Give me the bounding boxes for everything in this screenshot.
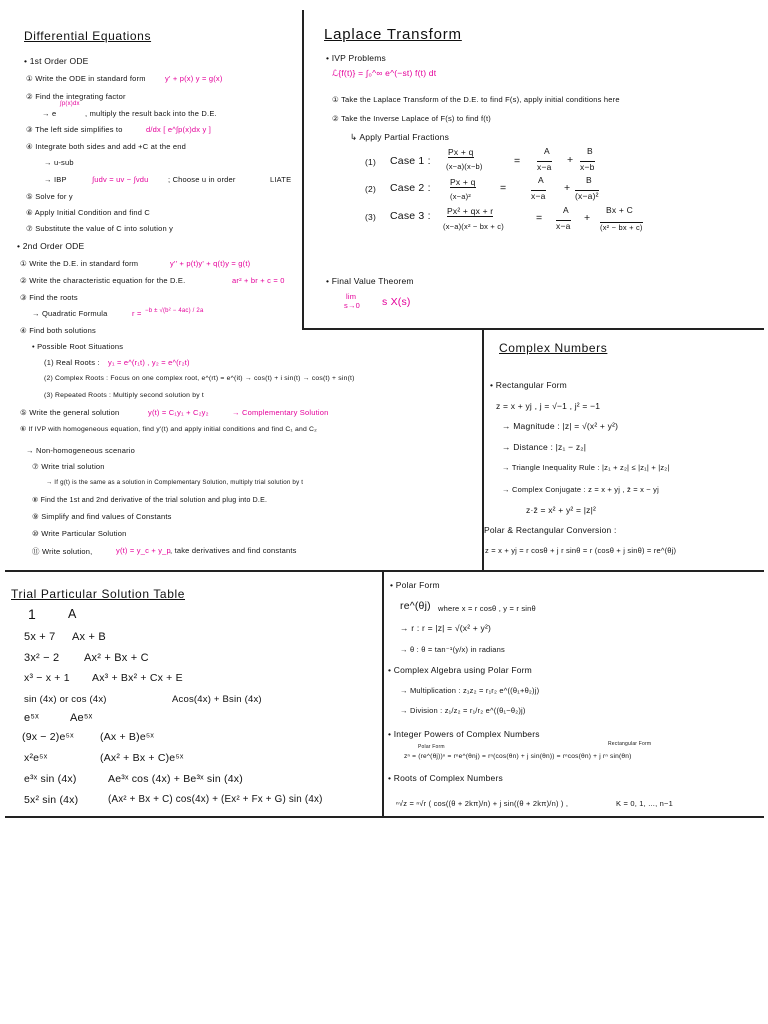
trial-g-7: (9x − 2)e⁵ˣ (22, 731, 74, 743)
case-2-equals: = (500, 182, 507, 194)
case-1-a-den: x−a (537, 162, 552, 172)
magnitude: → Magnitude : |z| = √(x² + y²) (502, 421, 619, 431)
case-1-name: Case 1 : (390, 155, 431, 167)
divider-laplace-bottom (302, 328, 764, 330)
so-complex: (2) Complex Roots : Focus on one complex root, e^(rt) = e^(it) → cos(t) + i sin(t) → cos(t) + sin(t) (44, 375, 355, 382)
trial-yp-10: (Ax² + Bx + C) cos(4x) + (Ex² + Fx + G) sin (4x) (108, 794, 323, 805)
trial-yp-1: A (68, 607, 77, 621)
so-step-7: ⑦ Write trial solution (32, 462, 105, 471)
complex-conjugate: → Complex Conjugate : z = x + yj , z̄ = x − yj (502, 485, 659, 494)
case-1-b-num: B (587, 146, 593, 156)
case-2-name: Case 2 : (390, 182, 431, 194)
integer-powers-rect-note: Rectangular Form (608, 741, 652, 747)
second-order-heading: • 2nd Order ODE (17, 241, 85, 251)
divider-middle (5, 570, 764, 572)
case-1-a-num: A (544, 146, 550, 156)
polar-algebra: • Complex Algebra using Polar Form (388, 665, 532, 675)
so-step-5: ⑤ Write the general solution (20, 408, 120, 417)
so-r: r = (132, 309, 142, 318)
case-3-plus: + (584, 212, 591, 224)
trial-yp-7: (Ax + B)e⁵ˣ (100, 731, 155, 743)
so-step-3: ③ Find the roots (20, 293, 78, 302)
so-step-11: ⑪ Write solution, (32, 547, 93, 556)
polar-rect-conversion: Polar & Rectangular Conversion : (484, 525, 617, 535)
case-3-a-num: A (563, 205, 569, 215)
so-step-2: ② Write the characteristic equation for the D.E. (20, 276, 186, 285)
so-step-7-note: → If g(t) is the same as a solution in Complementary Solution, multiply trial solution by t (46, 479, 304, 486)
distance: → Distance : |z₁ − z₂| (502, 442, 587, 452)
conversion-formula: z = x + yj = r cosθ + j r sinθ = r (cosθ + j sinθ) = re^(θj) (485, 546, 677, 555)
trial-yp-9: Ae³ˣ cos (4x) + Be³ˣ sin (4x) (108, 773, 243, 785)
so-step-2-formula: ar² + br + c = 0 (232, 276, 285, 285)
so-quadratic-formula: −b ± √(b² − 4ac) / 2a (145, 308, 204, 314)
trial-g-3: 3x² − 2 (24, 652, 60, 664)
divider-trial-polar (382, 570, 384, 816)
case-3-denominator: (x−a)(x² − bx + c) (443, 222, 504, 231)
trial-yp-3: Ax² + Bx + C (84, 652, 149, 664)
trial-yp-4: Ax³ + Bx² + Cx + E (92, 672, 183, 684)
case-3-a-den: x−a (556, 221, 571, 231)
laplace-definition: ℒ{f(t)} = ∫₀^∞ e^(−st) f(t) dt (332, 68, 437, 78)
case-3-name: Case 3 : (390, 210, 431, 222)
case-3-equals: = (536, 212, 543, 224)
z-times-conjugate: z·z̄ = x² + y² = |z|² (526, 505, 597, 515)
fo-step-6: ⑥ Apply Initial Condition and find C (26, 208, 150, 217)
case-1-denominator: (x−a)(x−b) (446, 162, 483, 171)
fo-step-2-e: → e (42, 109, 57, 118)
fvt-lim: lim (346, 292, 357, 301)
trial-g-5: sin (4x) or cos (4x) (24, 694, 107, 705)
fo-step-5: ⑤ Solve for y (26, 192, 73, 201)
so-real: (1) Real Roots : (44, 358, 100, 367)
trial-yp-5: Acos(4x) + Bsin (4x) (172, 694, 262, 705)
laplace-step-2: ② Take the Inverse Laplace of F(s) to find f(t) (332, 114, 491, 123)
roots-heading: • Roots of Complex Numbers (388, 773, 503, 783)
case-2-label: (2) (365, 184, 376, 194)
fvt-sub: s→0 (344, 301, 361, 310)
final-value-theorem: • Final Value Theorem (326, 276, 414, 286)
polar-heading: • Polar Form (390, 580, 440, 590)
case-3-b-num: Bx + C (606, 205, 633, 215)
so-complementary: → Complementary Solution (232, 408, 329, 417)
trial-g-8: x²e⁵ˣ (24, 752, 48, 764)
so-step-8: ⑧ Find the 1st and 2nd derivative of the trial solution and plug into D.E. (32, 497, 268, 504)
so-step-1-formula: y'' + p(t)y' + q(t)y = g(t) (170, 259, 251, 268)
case-2-numerator: Px + q (450, 177, 476, 187)
so-step-5-formula: y(t) = C₁y₁ + C₂y₂ (148, 408, 209, 417)
fo-step-2-mu: ∫p(x)dx (60, 101, 80, 107)
rect-form-heading: • Rectangular Form (490, 380, 567, 390)
trial-g-6: e⁵ˣ (24, 712, 39, 724)
integer-powers-polar-note: Polar Form (418, 744, 445, 750)
integer-powers-heading: • Integer Powers of Complex Numbers (388, 729, 540, 739)
trial-g-9: e³ˣ sin (4x) (24, 773, 77, 785)
so-step-1: ① Write the D.E. in standard form (20, 259, 139, 268)
so-repeated: (3) Repeated Roots : Multiply second solution by t (44, 392, 204, 399)
polar-r: → r : r = |z| = √(x² + y²) (400, 623, 492, 633)
case-1-label: (1) (365, 157, 376, 167)
trial-g-4: x³ − x + 1 (24, 672, 70, 684)
divider-de-laplace (302, 10, 304, 328)
fo-ibp: → IBP (44, 175, 67, 184)
fo-step-3: ③ The left side simplifies to (26, 125, 123, 134)
case-2-a-num: A (538, 175, 544, 185)
case-3-numerator: Px² + qx + r (447, 206, 494, 216)
case-1-numerator: Px + q (448, 147, 474, 157)
triangle-inequality: → Triangle Inequality Rule : |z₁ + z₂| ≤ |z₁| + |z₂| (502, 463, 670, 472)
trial-table-title: Trial Particular Solution Table (11, 587, 186, 601)
so-step-11-formula: y(t) = y_c + y_p (116, 546, 171, 555)
fo-step-4: ④ Integrate both sides and add +C at the end (26, 142, 187, 151)
so-step-4: ④ Find both solutions (20, 326, 96, 335)
rect-form-formula: z = x + yj , j = √−1 , j² = −1 (496, 401, 601, 411)
roots-k: K = 0, 1, ..., n−1 (616, 799, 673, 808)
de-title: Differential Equations (24, 29, 152, 43)
laplace-partial-fractions: ↳ Apply Partial Fractions (350, 132, 450, 142)
fo-step-1: ① Write the ODE in standard form (26, 74, 146, 83)
divider-bottom (5, 816, 764, 818)
polar-multiplication: → Multiplication : z₁z₂ = r₁r₂ e^((θ₁+θ₂)j) (400, 686, 540, 695)
polar-re: re^(θj) (400, 600, 431, 612)
fo-ibp-formula: ∫udv = uv − ∫vdu (92, 175, 149, 184)
laplace-ivp: • IVP Problems (326, 53, 386, 63)
fo-liate: LIATE (270, 175, 292, 184)
trial-yp-2: Ax + B (72, 631, 106, 643)
trial-g-2: 5x + 7 (24, 631, 56, 643)
fo-step-1-formula: y' + p(x) y = g(x) (165, 74, 223, 83)
so-real-formula: y₁ = e^(r₁t) , y₂ = e^(r₂t) (108, 358, 190, 367)
case-1-b-den: x−b (580, 162, 595, 172)
so-step-9: ⑨ Simplify and find values of Constants (32, 512, 172, 521)
case-2-plus: + (564, 182, 571, 194)
fo-step-2: ② Find the integrating factor (26, 92, 126, 101)
so-step-6: ⑥ If IVP with homogeneous equation, find y'(t) and apply initial conditions and find C₁ and C₂ (20, 426, 317, 433)
case-2-b-num: B (586, 175, 592, 185)
trial-yp-6: Ae⁵ˣ (70, 712, 93, 724)
case-3-b-den: (x² − bx + c) (600, 223, 643, 232)
so-nonhomogeneous: → Non-homogeneous scenario (26, 446, 136, 455)
complex-title: Complex Numbers (499, 341, 608, 355)
case-1-equals: = (514, 155, 521, 167)
roots-formula: ⁿ√z = ⁿ√r ( cos((θ + 2kπ)/n) + j sin((θ + 2kπ)/n) ) , (396, 799, 569, 808)
trial-g-1: 1 (28, 606, 36, 622)
so-step-11-b: , take derivatives and find constants (170, 546, 297, 555)
fo-step-3-formula: d/dx [ e^∫p(x)dx y ] (146, 125, 212, 134)
case-2-a-den: x−a (531, 191, 546, 201)
fo-usub: → u-sub (44, 158, 74, 167)
so-step-10: ⑩ Write Particular Solution (32, 529, 127, 538)
fvt-expression: s X(s) (382, 296, 411, 308)
polar-where: where x = r cosθ , y = r sinθ (438, 604, 536, 613)
trial-g-10: 5x² sin (4x) (24, 794, 79, 806)
fo-step-7: ⑦ Substitute the value of C into solution y (26, 224, 174, 233)
case-2-b-den: (x−a)² (575, 191, 599, 201)
fo-step-2-b: , multiply the result back into the D.E. (85, 109, 217, 118)
first-order-heading: • 1st Order ODE (24, 56, 89, 66)
trial-yp-8: (Ax² + Bx + C)e⁵ˣ (100, 752, 184, 764)
fo-ibp-choose: ; Choose u in order (168, 175, 236, 184)
integer-powers-formula: zⁿ = (re^(θj))ⁿ = rⁿe^(θnj) = rⁿ(cos(θn) + j sin(θn)) = rⁿcos(θn) + j rⁿ sin(θn) (404, 753, 632, 760)
laplace-title: Laplace Transform (324, 26, 462, 43)
so-quadratic: → Quadratic Formula (32, 309, 108, 318)
case-2-denominator: (x−a)² (450, 192, 471, 201)
polar-theta: → θ : θ = tan⁻¹(y/x) in radians (400, 645, 505, 654)
so-possible: • Possible Root Situations (32, 342, 124, 351)
case-1-plus: + (567, 154, 574, 166)
laplace-step-1: ① Take the Laplace Transform of the D.E. to find F(s), apply initial conditions here (332, 95, 620, 104)
case-3-label: (3) (365, 212, 376, 222)
polar-division: → Division : z₁/z₂ = r₁/r₂ e^((θ₁−θ₂)j) (400, 706, 526, 715)
